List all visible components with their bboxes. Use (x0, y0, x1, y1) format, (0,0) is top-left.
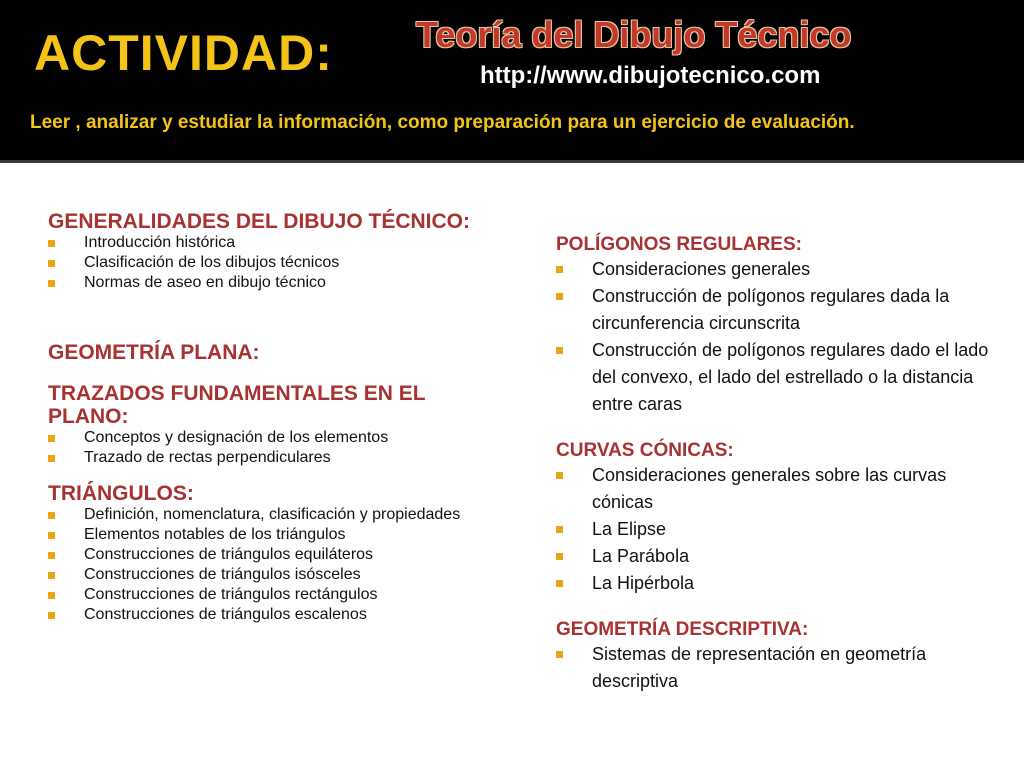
square-bullet-icon (48, 280, 55, 287)
section-heading-trazados: TRAZADOS FUNDAMENTALES EN EL PLANO: (48, 382, 426, 428)
list-item (48, 233, 488, 253)
list-item (556, 283, 1004, 337)
list-item (556, 570, 1004, 597)
list-item (48, 253, 488, 273)
list-item-text: Consideraciones generales sobre las curvas cónicas (592, 465, 947, 512)
square-bullet-icon (556, 580, 563, 587)
list-item (48, 448, 488, 468)
list-item (556, 256, 1004, 283)
square-bullet-icon (48, 435, 55, 442)
section-heading-geometria-plana: GEOMETRÍA PLANA: (48, 341, 260, 364)
section-heading-descriptiva: GEOMETRÍA DESCRIPTIVA: (556, 619, 809, 640)
list-item (556, 641, 1004, 695)
list-item-text: Construcción de polígonos regulares dado el lado del convexo, el lado del estrellado o la distancia entre caras (592, 340, 989, 414)
square-bullet-icon (48, 572, 55, 579)
list-item (48, 525, 488, 545)
list-item-text: Construcciones de triángulos rectángulos (84, 586, 378, 603)
list-item-text: La Parábola (592, 546, 690, 566)
instructions-text: Leer , analizar y estudiar la información, como preparación para un ejercicio de evaluación. (30, 112, 855, 133)
activity-title: ACTIVIDAD: (34, 25, 333, 81)
list-item (556, 516, 1004, 543)
square-bullet-icon (48, 240, 55, 247)
section-heading-curvas: CURVAS CÓNICAS: (556, 440, 734, 461)
list-item (556, 337, 1004, 418)
list-item-text: Construcción de polígonos regulares dada la circunferencia circunscrita (592, 286, 950, 333)
square-bullet-icon (556, 472, 563, 479)
descriptiva-list (556, 641, 1004, 695)
list-item-text: Trazado de rectas perpendiculares (84, 449, 331, 466)
list-item (48, 428, 488, 448)
square-bullet-icon (556, 266, 563, 273)
square-bullet-icon (556, 526, 563, 533)
square-bullet-icon (48, 260, 55, 267)
section-heading-generalidades: GENERALIDADES DEL DIBUJO TÉCNICO: (48, 210, 470, 233)
list-item (48, 505, 488, 525)
brand-url: http://www.dibujotecnico.com (480, 62, 821, 89)
list-item-text: Sistemas de representación en geometría descriptiva (592, 644, 927, 691)
generalidades-list (48, 233, 488, 293)
poligonos-list (556, 256, 1004, 418)
left-column (48, 210, 488, 625)
brand-title: Teoría del Dibujo Técnico (416, 14, 852, 55)
list-item-text: La Elipse (592, 519, 667, 539)
list-item-text: Construcciones de triángulos equiláteros (84, 546, 374, 563)
list-item-text: Construcciones de triángulos escalenos (84, 606, 367, 623)
square-bullet-icon (48, 532, 55, 539)
trazados-list (48, 428, 488, 468)
list-item-text: Introducción histórica (84, 234, 236, 251)
square-bullet-icon (48, 612, 55, 619)
right-column (556, 234, 1004, 695)
triangulos-list (48, 505, 488, 625)
square-bullet-icon (48, 512, 55, 519)
curvas-list (556, 462, 1004, 597)
list-item-text: Conceptos y designación de los elementos (84, 429, 389, 446)
list-item-text: Normas de aseo en dibujo técnico (84, 274, 326, 291)
header-divider (0, 160, 1024, 163)
list-item-text: Elementos notables de los triángulos (84, 526, 346, 543)
list-item (48, 545, 488, 565)
list-item-text: La Hipérbola (592, 573, 695, 593)
square-bullet-icon (48, 552, 55, 559)
square-bullet-icon (556, 293, 563, 300)
list-item (48, 565, 488, 585)
list-item (48, 273, 488, 293)
list-item (556, 462, 1004, 516)
square-bullet-icon (48, 455, 55, 462)
list-item (48, 605, 488, 625)
list-item-text: Consideraciones generales (592, 259, 811, 279)
section-heading-triangulos: TRIÁNGULOS: (48, 482, 194, 505)
square-bullet-icon (556, 347, 563, 354)
list-item (556, 543, 1004, 570)
list-item (48, 585, 488, 605)
list-item-text: Clasificación de los dibujos técnicos (84, 254, 340, 271)
square-bullet-icon (556, 553, 563, 560)
list-item-text: Construcciones de triángulos isósceles (84, 566, 361, 583)
square-bullet-icon (556, 651, 563, 658)
square-bullet-icon (48, 592, 55, 599)
list-item-text: Definición, nomenclatura, clasificación y propiedades (84, 506, 461, 523)
section-heading-poligonos: POLÍGONOS REGULARES: (556, 234, 802, 255)
